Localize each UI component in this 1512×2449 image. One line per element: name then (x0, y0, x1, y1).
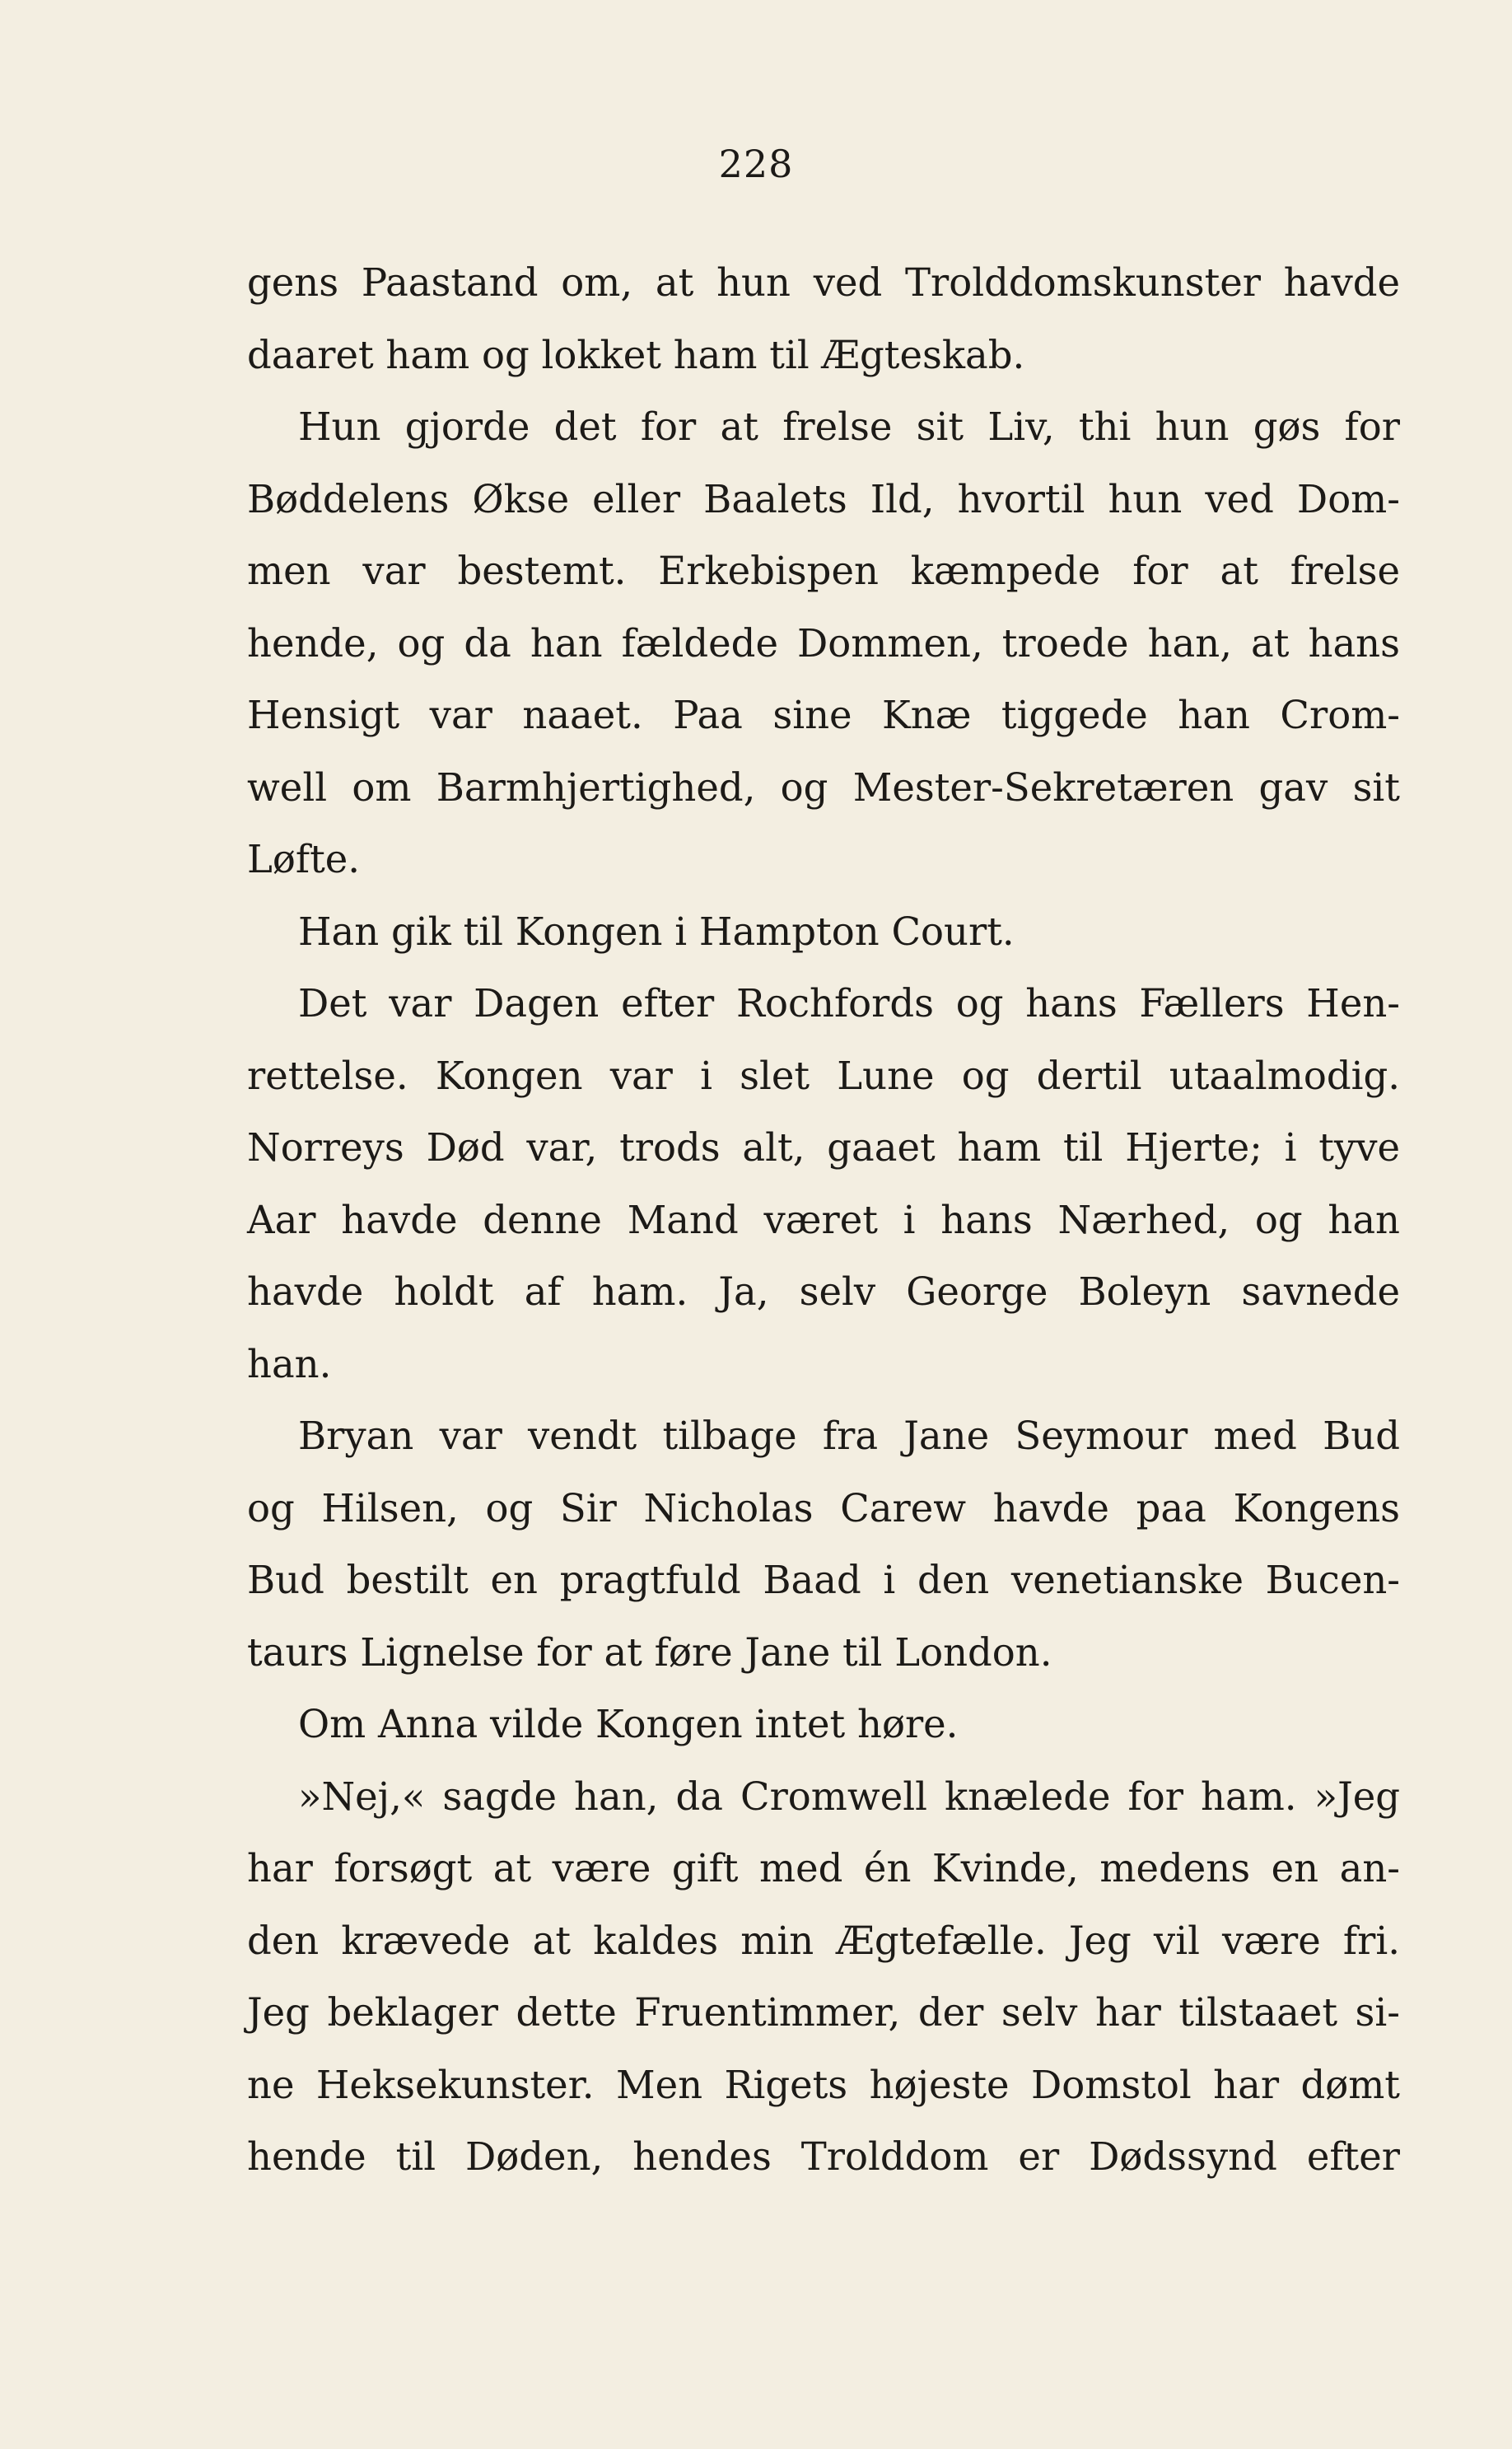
text-line: Han gik til Kongen i Hampton Court. (298, 909, 1015, 954)
text-line: Bryan var vendt tilbage fra Jane Seymour med Bud (298, 1414, 1400, 1458)
text-line: Bud bestilt en pragtfuld Baad i den venetianske Bucen- (247, 1558, 1400, 1602)
text-line: ne Heksekunster. Men Rigets højeste Domstol har dømt (247, 2062, 1400, 2107)
text-line: den krævede at kaldes min Ægtefælle. Jeg vil være fri. (247, 1918, 1400, 1963)
text-line: Hensigt var naaet. Paa sine Knæ tiggede han Crom- (247, 693, 1400, 737)
text-line: har forsøgt at være gift med én Kvinde, medens en an- (247, 1846, 1400, 1890)
text-line: taurs Lignelse for at føre Jane til London. (247, 1629, 1052, 1675)
text-line: Det var Dagen efter Rochfords og hans Fællers Hen- (298, 981, 1400, 1026)
text-line: hende, og da han fældede Dommen, troede han, at hans (247, 620, 1400, 666)
text-line: well om Barmhjertighed, og Mester-Sekretæren gav sit (247, 764, 1400, 810)
text-line: hende til Døden, hendes Trolddom er Dødssynd efter (247, 2134, 1400, 2179)
text-line: Aar havde denne Mand været i hans Nærhed, og han (247, 1197, 1400, 1242)
text-line: Norreys Død var, trods alt, gaaet ham til Hjerte; i tyve (247, 1125, 1400, 1170)
text-line: »Nej,« sagde han, da Cromwell knælede for ham. »Jeg (298, 1774, 1400, 1819)
text-line: og Hilsen, og Sir Nicholas Carew havde paa Kongens (247, 1485, 1400, 1531)
page-number: 228 (718, 142, 794, 186)
text-line: Bøddelens Økse eller Baalets Ild, hvortil hun ved Dom- (247, 476, 1400, 521)
text-line: gens Paastand om, at hun ved Trolddomskunster havde (247, 260, 1400, 305)
body-text (247, 247, 1400, 2194)
text-line: han. (247, 1341, 332, 1386)
text-line: havde holdt af ham. Ja, selv George Boleyn savnede (247, 1269, 1400, 1314)
text-line: Hun gjorde det for at frelse sit Liv, thi hun gøs for (298, 404, 1400, 449)
text-line: Løfte. (247, 837, 361, 881)
text-line: men var bestemt. Erkebispen kæmpede for at frelse (247, 549, 1400, 593)
text-line: Om Anna vilde Kongen intet høre. (298, 1702, 959, 1746)
text-line: Jeg beklager dette Fruentimmer, der selv har tilstaaet si- (247, 1990, 1400, 2035)
text-line: daaret ham og lokket ham til Ægteskab. (247, 332, 1025, 377)
text-line: rettelse. Kongen var i slet Lune og dertil utaalmodig. (247, 1053, 1400, 1098)
